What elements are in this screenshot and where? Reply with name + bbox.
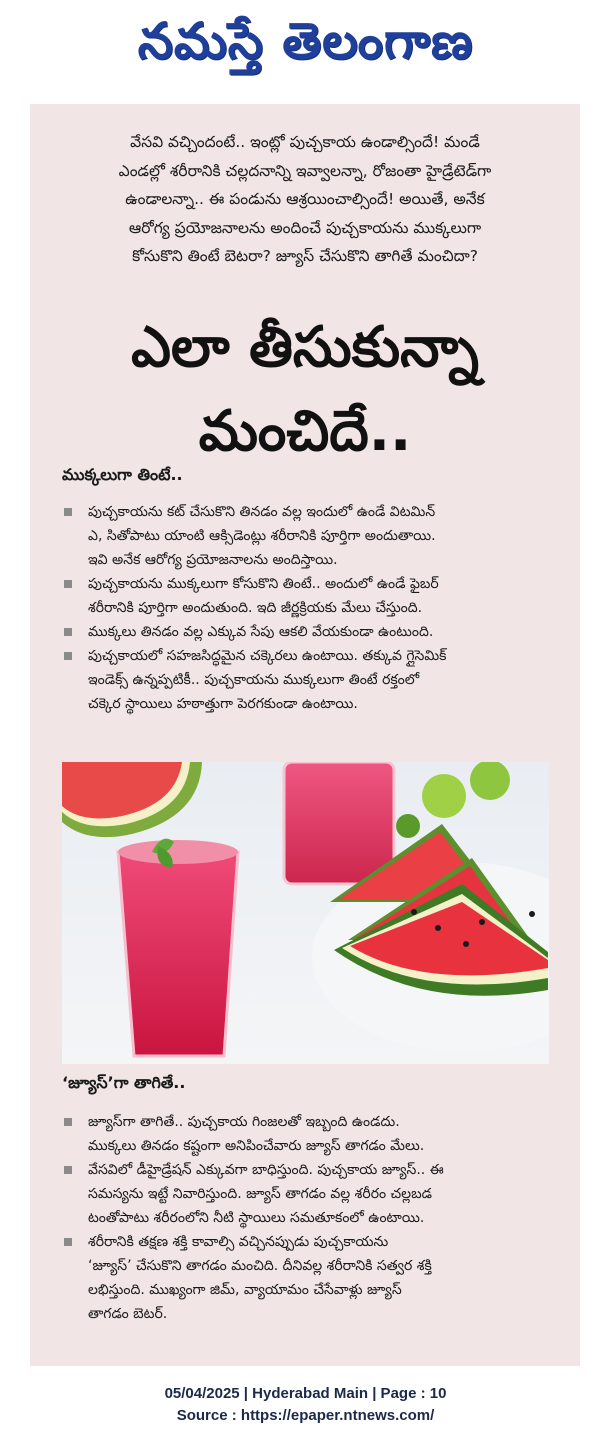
bullet-square-icon [64,580,72,588]
section-heading-pieces: ముక్కలుగా తింటే.. [62,465,183,484]
intro-line: ఆరోగ్య ప్రయోజనాలను అందించే పుచ్చకాయను ముక్కలుగా [128,218,482,237]
headline-line: ఎలా తీసుకున్నా [131,315,479,380]
list-item: పుచ్చకాయలో సహజసిద్ధమైన చక్కెరలు ఉంటాయి. తక్కువ గ్లైసెమిక్‌ ఇండెక్స్‌ ఉన్నప్పటికీ.. పుచ్చకాయను ముక్కలుగా తింటే రక్తంలో చక్కెర స్థాయిలు హఠాత్తుగా పెరగకుండా ఉంటాయి. [62,644,560,716]
section-list-juice [62,1110,560,1326]
intro-line: కోసుకొని తింటే బెటరా? జ్యూస్‌ చేసుకొని తాగితే మంచిదా? [132,247,478,265]
section-heading-juice: ‘జ్యూస్‌’గా తాగితే.. [62,1073,186,1092]
list-item: శరీరానికి తక్షణ శక్తి కావాల్సి వచ్చినప్పుడు పుచ్చకాయను ‘జ్యూస్‌’ చేసుకొని తాగడం మంచిది. దీనివల్ల శరీరానికి సత్వర శక్తి లభిస్తుంది. ముఖ్యంగా జిమ్‌, వ్యాయామం చేసేవాళ్లు జ్యూస్‌ తాగడం బెటర్‌. [62,1230,560,1326]
intro-line: ఉండాలన్నా.. ఈ పండును ఆశ్రయించాల్సిందే! అయితే, అనేక [125,190,485,208]
section-list-pieces [62,500,560,716]
masthead [0,0,611,95]
watermelon-juice-photo [62,762,549,1064]
list-item: జ్యూస్‌గా తాగితే.. పుచ్చకాయ గింజలతో ఇబ్బంది ఉండదు. ముక్కలు తినడం కష్టంగా అనిపించేవారు జ్యూస్‌ తాగడం మేలు. [62,1110,560,1158]
list-item: ముక్కలు తినడం వల్ల ఎక్కువ సేపు ఆకలి వేయకుండా ఉంటుంది. [62,620,560,644]
bullet-square-icon [64,1238,72,1246]
bullet-square-icon [64,628,72,636]
newspaper-title: నమస్తే తెలంగాణ [137,12,474,70]
bullet-square-icon [64,1166,72,1174]
headline [40,306,570,474]
intro-paragraph [50,128,560,271]
list-item: పుచ్చకాయను కట్‌ చేసుకొని తినడం వల్ల ఇందులో ఉండే విటమిన్‌ ఎ, సితోపాటు యాంటి ఆక్సిడెంట్లు శరీరానికి పూర్తిగా అందుతాయి. ఇవి అనేక ఆరోగ్య ప్రయోజనాలను అందిస్తాయి. [62,500,560,572]
bullet-square-icon [64,652,72,660]
bullet-square-icon [64,508,72,516]
intro-line: ఎండల్లో శరీరానికి చల్లదనాన్ని ఇవ్వాలన్నా, రోజంతా హైడ్రేటెడ్‌గా [118,161,492,180]
source-link[interactable]: Source : https://epaper.ntnews.com/ [176,1407,435,1424]
headline-line: మంచిదే.. [198,399,412,464]
list-item: పుచ్చకాయను ముక్కలుగా కోసుకొని తింటే.. అందులో ఉండే ఫైబర్‌ శరీరానికి పూర్తిగా అందుతుంది. ఇది జీర్ణక్రియకు మేలు చేస్తుంది. [62,572,560,620]
intro-line: వేసవి వచ్చిందంటే.. ఇంట్లో పుచ్చకాయ ఉండాల్సిందే! మండే [130,133,480,151]
edition-info: 05/04/2025 | Hyderabad Main | Page : 10 [164,1385,447,1402]
list-item: వేసవిలో డీహైడ్రేషన్‌ ఎక్కువగా బాధిస్తుంది. పుచ్చకాయ జ్యూస్‌.. ఈ సమస్యను ఇట్టే నివారిస్తుంది. జ్యూస్‌ తాగడం వల్ల శరీరం చల్లబడ టంతోపాటు శరీరంలోని నీటి స్థాయిలు సమతూకంలో ఉంటాయి. [62,1158,560,1230]
bullet-square-icon [64,1118,72,1126]
page-footer [0,1383,611,1427]
